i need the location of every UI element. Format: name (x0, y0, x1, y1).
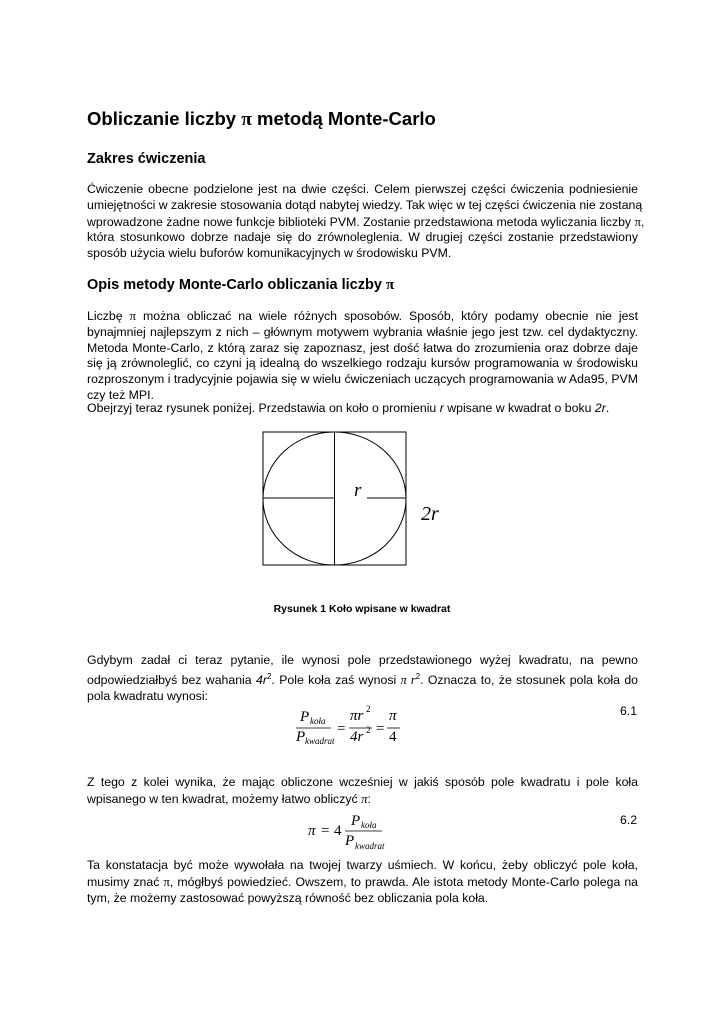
paragraph-line: wpisanego w ten kwadrat, możemy łatwo obliczyć π: (87, 790, 371, 806)
equation-number-6-2: 6.2 (620, 813, 638, 827)
paragraph-z-tego (87, 775, 638, 808)
paragraph-ta-konstatacja (87, 858, 638, 906)
page-title: Obliczanie liczby π metodą Monte-Carlo (87, 108, 436, 130)
paragraph-line: Ta konstatacja być może wywołała na twojej twarzy uśmiech. W końcu, żeby obliczyć pole koła, (87, 858, 638, 872)
svg-text:koła: koła (361, 820, 377, 830)
paragraph-line: odpowiedziałbyś bez wahania $4r^2$. Pole koła zaś wynosi π $r^2$. Oznacza to, że stosunek pola koła do (87, 671, 639, 687)
svg-text:kwadrat: kwadrat (305, 736, 335, 746)
svg-text:π: π (308, 823, 316, 839)
paragraph-line: umiejętności w zakresie stosowania dotąd nabytej wiedzy. Tak więc w tej części ćwiczenia nie zostaną (87, 197, 643, 212)
svg-text:P: P (345, 833, 355, 849)
svg-text:4: 4 (334, 823, 342, 839)
paragraph-gdybym (87, 653, 638, 704)
paragraph-line: czy też MPI. (87, 387, 154, 402)
svg-text:πr: πr (350, 708, 364, 724)
svg-text:koła: koła (310, 716, 326, 726)
svg-text:4r: 4r (350, 729, 364, 745)
paragraph-line: pola kwadratu wynosi: (87, 688, 208, 703)
svg-text:=: = (321, 823, 330, 839)
svg-text:2: 2 (366, 725, 371, 735)
svg-text:kwadrat: kwadrat (355, 841, 385, 851)
svg-text:P: P (296, 729, 306, 745)
paragraph-line: wprowadzone żadne nowe funkcje biblioteki PVM. Zostanie przedstawiona metoda wyliczania liczby π, (87, 213, 645, 229)
paragraph-line: rozproszonym i tradycyjnie pojawia się w wielu ćwiczeniach uczących programowania w Ada95, PVM (87, 372, 638, 387)
svg-text:π: π (389, 708, 397, 724)
paragraph-line: sposób użycia wielu buforów komunikacyjnych w środowisku PVM. (87, 246, 452, 261)
side-label: 2r (421, 503, 439, 525)
square-outline (263, 432, 406, 565)
paragraph-line: Z tego z kolei wynika, że mając obliczone wcześniej w jakiś sposób pole kwadratu i pole koła (87, 775, 638, 789)
paragraph-line: Metoda Monte-Carlo, z którą zaraz się zapoznasz, jest dość łatwa do zrozumienia oraz dobrze daje (87, 340, 638, 355)
paragraph-line: się ją zrównoleglić, co czyni ją idealną do wszelkiego rodzaju kursów programowania w środowisku (87, 356, 638, 371)
svg-text:=: = (337, 721, 346, 737)
paragraph-line: Gdybym zadał ci teraz pytanie, ile wynosi pole przedstawionego wyżej kwadratu, na pewno (87, 653, 638, 667)
paragraph-line: Ćwiczenie obecne podzielone jest na dwie części. Celem pierwszej części ćwiczenia podniesienie (87, 182, 638, 196)
paragraph-line: bynajmniej najlepszym z nich – głównym motywem wybrania właśnie jego jest tzw. cel dydaktyczny. (87, 324, 638, 339)
paragraph-obejrzyj (87, 401, 638, 417)
paragraph-line: która stosunkowo dobrze nadaje się do zrównoleglenia. W drugiej części zostanie przedstawiony (87, 230, 638, 245)
section-heading-opis: Opis metody Monte-Carlo obliczania liczby π (87, 276, 395, 293)
svg-text:2: 2 (366, 704, 371, 714)
svg-text:=: = (376, 721, 385, 737)
radius-label: r (354, 480, 362, 501)
paragraph-line: musimy znać π, mógłbyś powiedzieć. Owszem, to prawda. Ale istota metody Monte-Carlo polega na (87, 873, 638, 889)
svg-text:4: 4 (389, 729, 397, 745)
paragraph-liczbe (87, 308, 638, 404)
paragraph-line: tym, że możemy zastosować powyższą równość bez obliczania pola koła. (87, 890, 489, 905)
inscribed-circle (263, 432, 406, 565)
section-heading-zakres: Zakres ćwiczenia (87, 151, 206, 167)
paragraph-line: Obejrzyj teraz rysunek poniżej. Przedstawia on koło o promieniu r wpisane w kwadrat o boku 2r. (87, 401, 610, 415)
svg-text:P: P (351, 813, 361, 829)
paragraph-zakres (87, 182, 645, 262)
svg-text:P: P (300, 709, 310, 725)
figure-caption: Rysunek 1 Koło wpisane w kwadrat (273, 603, 451, 615)
paragraph-line: Liczbę π można obliczać na wiele różnych sposobów. Sposób, który podamy obecnie nie jest (87, 308, 638, 323)
equation-number-6-1: 6.1 (620, 704, 638, 718)
